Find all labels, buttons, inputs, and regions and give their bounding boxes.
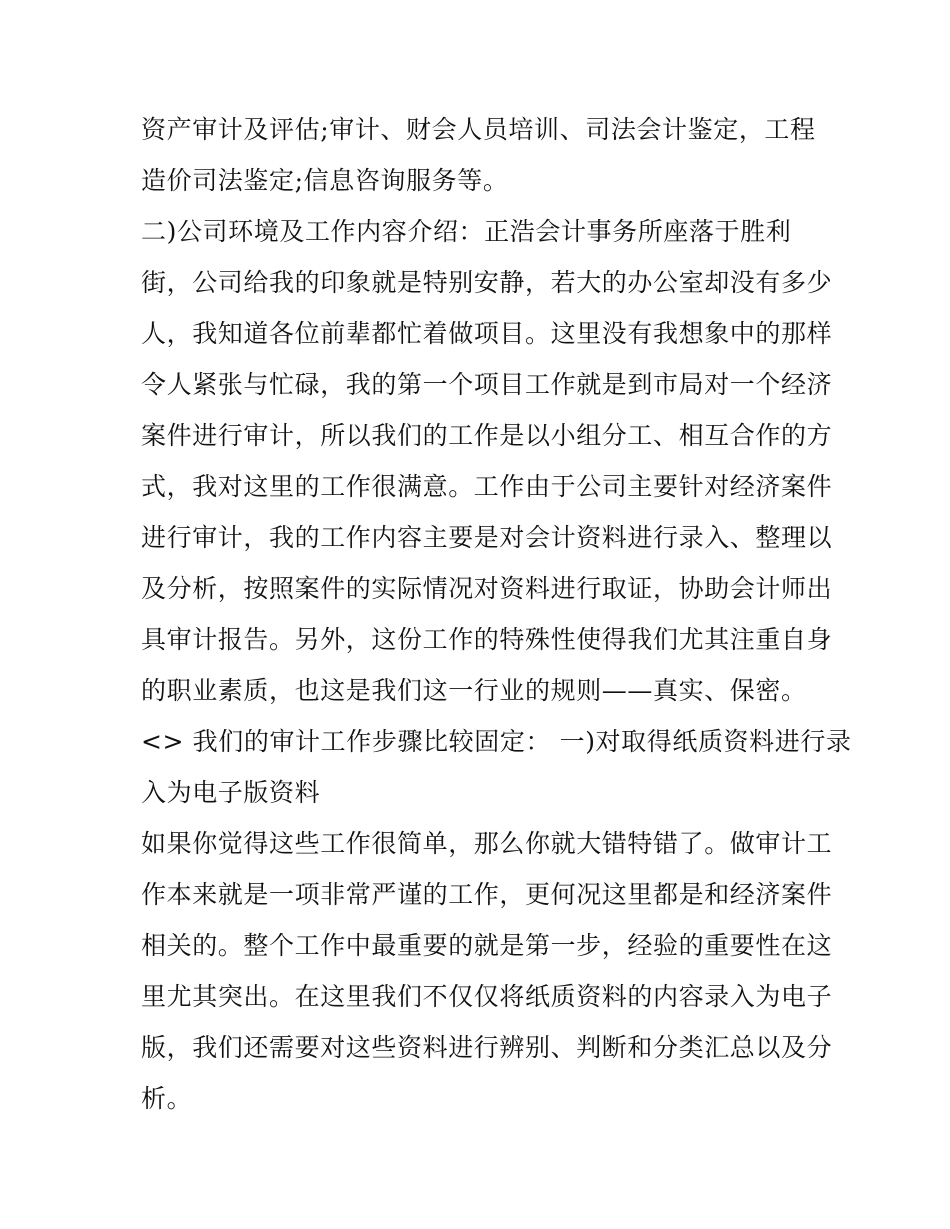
body-text [141,104,852,1124]
text-line: 案件进行审计，所以我们的工作是以小组分工、相互合作的方 [141,421,833,450]
text-line: 进行审计，我的工作内容主要是对会计资料进行录入、整理以 [141,523,833,552]
text-line: 里尤其突出。在这里我们不仅仅将纸质资料的内容录入为电子 [141,982,833,1011]
text-line: 相关的。整个工作中最重要的就是第一步，经验的重要性在这 [141,931,833,960]
text-line: 造价司法鉴定;信息咨询服务等。 [141,166,509,195]
text-line: 作本来就是一项非常严谨的工作，更何况这里都是和经济案件 [141,880,833,909]
text-line: 式，我对这里的工作很满意。工作由于公司主要针对经济案件 [141,472,833,501]
text-line: 的职业素质，也这是我们这一行业的规则——真实、保密。 [141,676,807,705]
text-line: 具审计报告。另外，这份工作的特殊性使得我们尤其注重自身 [141,625,833,654]
text-line: 版，我们还需要对这些资料进行辨别、判断和分类汇总以及分 [141,1033,833,1062]
text-line: 入为电子版资料 [141,778,321,807]
text-line: 资产审计及评估;审计、财会人员培训、司法会计鉴定，工程 [141,115,816,144]
text-line: 街，公司给我的印象就是特别安静，若大的办公室却没有多少 [141,268,833,297]
text-line: 析。 [141,1084,193,1113]
text-line: 如果你觉得这些工作很简单，那么你就大错特错了。做审计工 [141,829,833,858]
text-line: 及分析，按照案件的实际情况对资料进行取证，协助会计师出 [141,574,833,603]
text-line: 人，我知道各位前辈都忙着做项目。这里没有我想象中的那样 [141,319,833,348]
text-line: <> 我们的审计工作步骤比较固定： 一)对取得纸质资料进行录 [141,727,852,756]
text-line: 二)公司环境及工作内容介绍：正浩会计事务所座落于胜利 [141,217,792,246]
text-line: 令人紧张与忙碌，我的第一个项目工作就是到市局对一个经济 [141,370,833,399]
